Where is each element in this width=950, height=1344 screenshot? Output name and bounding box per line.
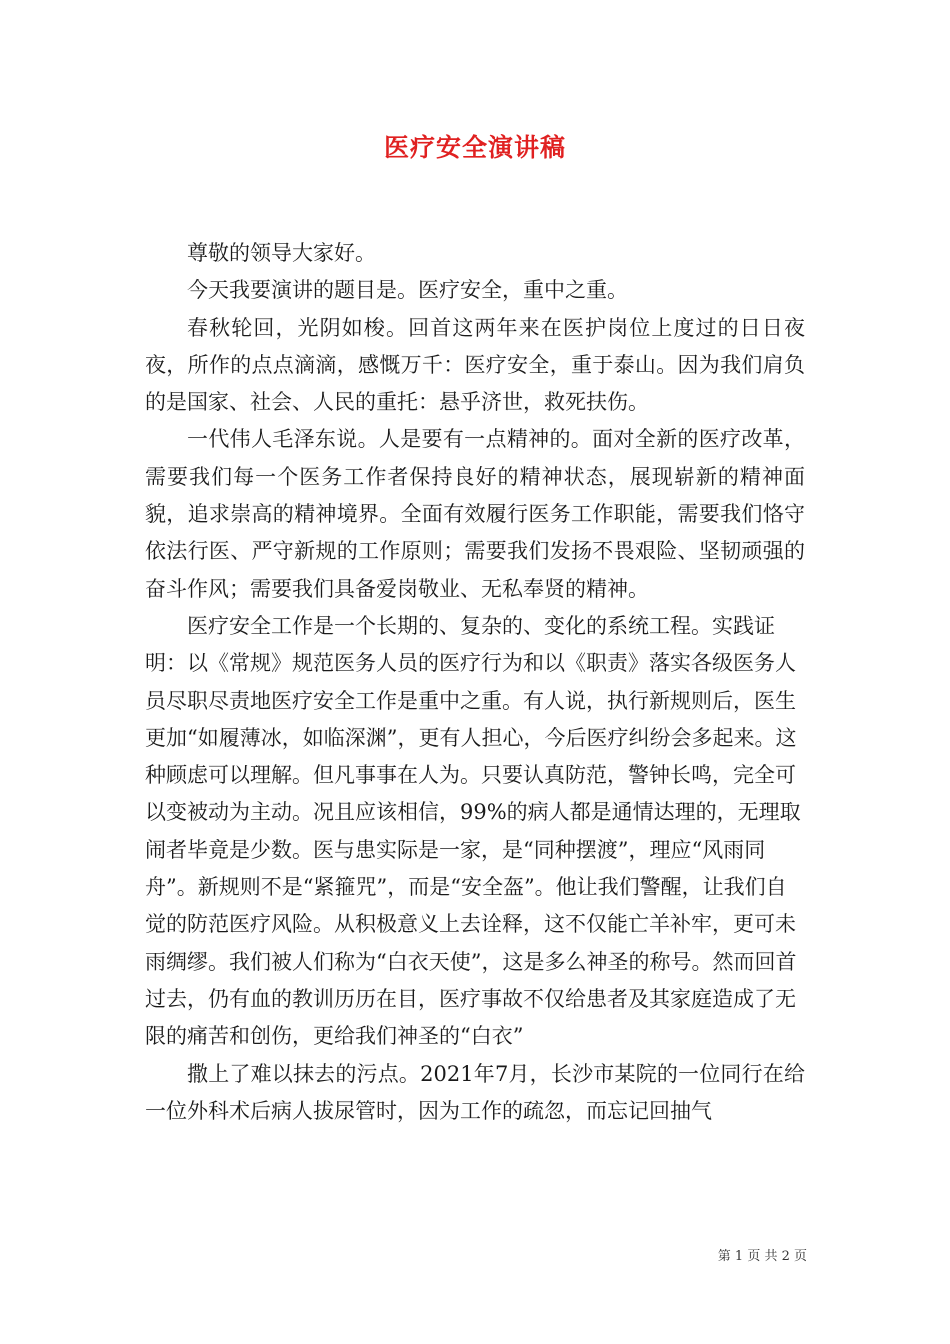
page-number-footer: 第 1 页 共 2 页 bbox=[717, 1249, 807, 1264]
paragraph-greeting: 尊敬的领导大家好。 bbox=[187, 241, 376, 265]
paragraph-safety-work: 医疗安全工作是一个长期的、复杂的、变化的系统工程。实践证明：以《常规》规范医务人员的医疗行为和以《职责》落实各级医务人员尽职尽责地医疗安全工作是重中之重。有人说，执行新规则后，医生更加“如履薄冰，如临深渊”，更有人担心，今后医疗纠纷会多起来。这种顾虑可以理解。但凡事事在人为。只要认真防范，警钟长鸣，完全可以变被动为主动。况且应该相信，99%的病人都是通情达理的，无理取闹者毕竟是少数。医与患实际是一家，是“同种摆渡”，理应“风雨同舟”。新规则不是“紧箍咒”，而是“安全盔”。他让我们警醒，让我们自觉的防范医疗风险。从积极意义上去诠释，这不仅能亡羊补牢，更可未雨绸缪。我们被人们称为“白衣天使”，这是多么神圣的称号。然而回首过去，仍有血的教训历历在目，医疗事故不仅给患者及其家庭造成了无限的痛苦和创伤，更给我们神圣的“白衣” bbox=[145, 613, 801, 1049]
paragraph-reflection: 春秋轮回，光阴如梭。回首这两年来在医护岗位上度过的日日夜夜，所作的点点滴滴，感慨万千：医疗安全，重于泰山。因为我们肩负的是国家、社会、人民的重托：悬乎济世，救死扶伤。 bbox=[145, 315, 805, 415]
paragraph-topic: 今天我要演讲的题目是。医疗安全，重中之重。 bbox=[187, 278, 628, 303]
document-body bbox=[145, 235, 805, 1130]
paragraph-incident: 撒上了难以抹去的污点。2021年7月，长沙市某院的一位同行在给一位外科术后病人拔尿管时，因为工作的疏忽，而忘记回抽气 bbox=[145, 1061, 805, 1123]
document-title: 医疗安全演讲稿 bbox=[383, 133, 566, 162]
paragraph-spirit: 一代伟人毛泽东说。人是要有一点精神的。面对全新的医疗改革，需要我们每一个医务工作者保持良好的精神状态，展现崭新的精神面貌，追求崇高的精神境界。全面有效履行医务工作职能，需要我们恪守依法行医、严守新规的工作原则；需要我们发扬不畏艰险、坚韧顽强的奋斗作风；需要我们具备爱岗敬业、无私奉贤的精神。 bbox=[145, 427, 805, 601]
